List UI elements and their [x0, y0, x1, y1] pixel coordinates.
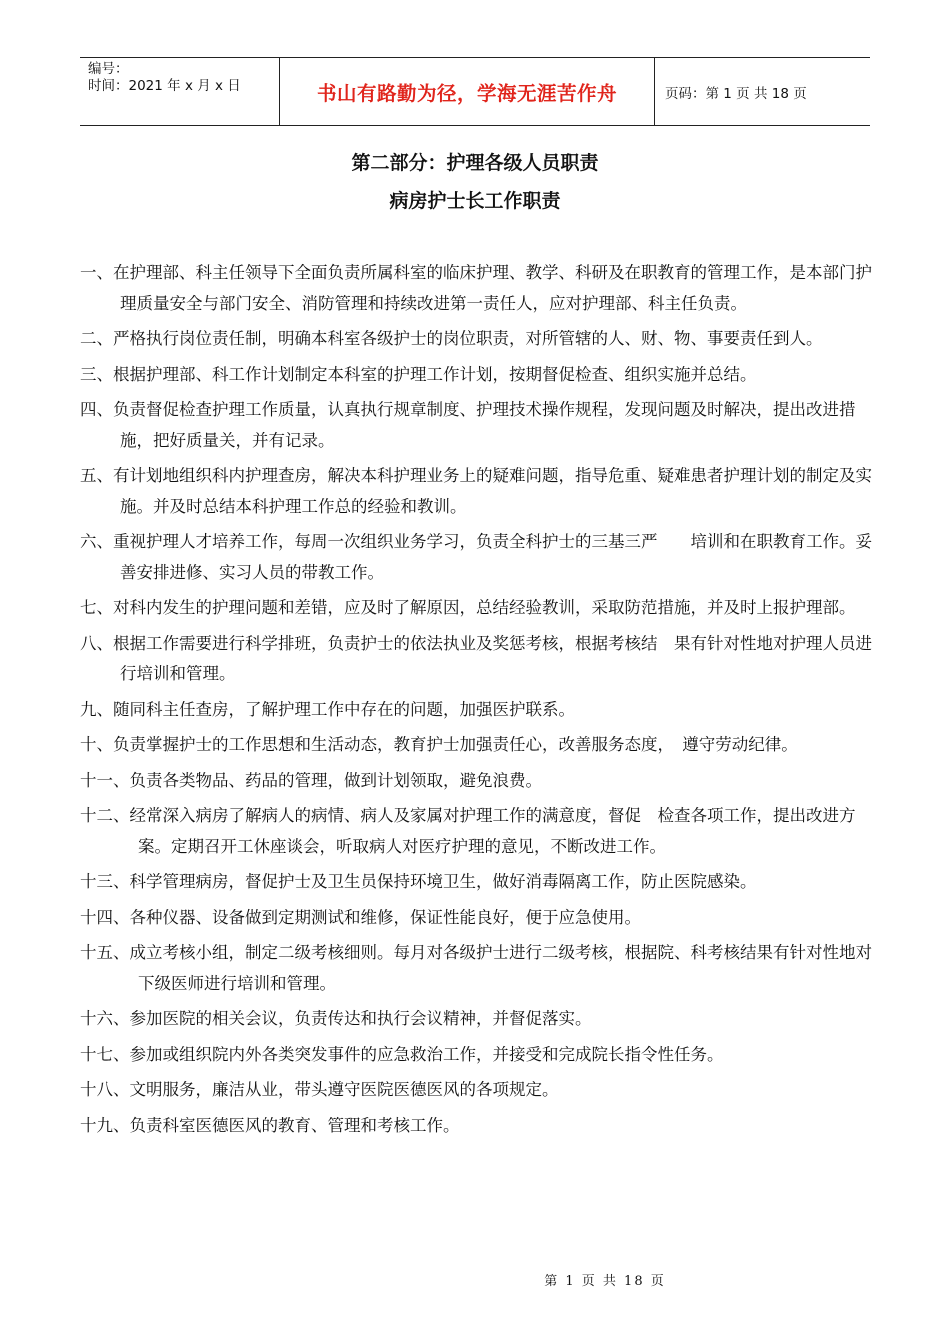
duty-item: 一、在护理部、科主任领导下全面负责所属科室的临床护理、教学、科研及在职教育的管理工作，是本部门护理质量安全与部门安全、消防管理和持续改进第一责任人，应对护理部、科主任负责。	[80, 263, 872, 313]
section-title: 第二部分：护理各级人员职责	[351, 152, 599, 174]
document-title: 病房护士长工作职责	[389, 190, 561, 212]
document-number: 编号：	[88, 61, 129, 77]
duty-item: 六、重视护理人才培养工作，每周一次组织业务学习，负责全科护士的三基三严 培训和在职教育工作。妥善安排进修、实习人员的带教工作。	[80, 532, 872, 582]
duty-item: 三、根据护理部、科工作计划制定本科室的护理工作计划，按期督促检查、组织实施并总结。	[80, 364, 757, 384]
header-meta	[80, 58, 280, 125]
duty-item: 十九、负责科室医德医风的教育、管理和考核工作。	[80, 1115, 460, 1135]
duty-item: 十二、经常深入病房了解病人的病情、病人及家属对护理工作的满意度，督促 检查各项工作，提出改进方案。定期召开工休座谈会，听取病人对医疗护理的意见，不断改进工作。	[80, 806, 856, 856]
duty-list	[80, 258, 880, 1146]
duty-item: 七、对科内发生的护理问题和差错，应及时了解原因，总结经验教训，采取防范措施，并及时上报护理部。	[80, 598, 856, 617]
duty-item: 十四、各种仪器、设备做到定期测试和维修，保证性能良好，便于应急使用。	[80, 907, 641, 927]
duty-item: 八、根据工作需要进行科学排班，负责护士的依法执业及奖惩考核，根据考核结 果有针对性地对护理人员进行培训和管理。	[80, 633, 872, 683]
header-motto: 书山有路勤为径，学海无涯苦作舟	[316, 81, 617, 105]
document-time: 时间：2021 年 x 月 x 日	[88, 78, 241, 94]
duty-item: 十六、参加医院的相关会议，负责传达和执行会议精神，并督促落实。	[80, 1009, 592, 1028]
duty-item: 十七、参加或组织院内外各类突发事件的应急救治工作，并接受和完成院长指令性任务。	[80, 1044, 724, 1064]
duty-item: 九、随同科主任查房，了解护理工作中存在的问题，加强医护联系。	[80, 699, 575, 719]
duty-item: 十五、成立考核小组，制定二级考核细则。每月对各级护士进行二级考核，根据院、科考核结果有针对性地对下级医师进行培训和管理。	[80, 943, 872, 993]
duty-item: 五、有计划地组织科内护理查房，解决本科护理业务上的疑难问题，指导危重、疑难患者护理计划的制定及实施。并及时总结本科护理工作总的经验和教训。	[80, 466, 872, 516]
duty-item: 十三、科学管理病房，督促护士及卫生员保持环境卫生，做好消毒隔离工作，防止医院感染。	[80, 872, 757, 891]
duty-item: 二、严格执行岗位责任制，明确本科室各级护士的岗位职责，对所管辖的人、财、物、事要责任到人。	[80, 329, 823, 348]
page-footer: 第 1 页 共 18 页	[544, 1274, 666, 1289]
duty-item: 十、负责掌握护士的工作思想和生活动态，教育护士加强责任心，改善服务态度， 遵守劳动纪律。	[80, 735, 798, 754]
duty-item: 四、负责督促检查护理工作质量，认真执行规章制度、护理技术操作规程，发现问题及时解决，提出改进措施，把好质量关，并有记录。	[80, 400, 856, 450]
header-page-info: 页码：第 1 页 共 18 页	[665, 85, 807, 102]
header-motto-cell	[280, 58, 655, 125]
page-header	[80, 57, 870, 126]
duty-item: 十一、负责各类物品、药品的管理，做到计划领取，避免浪费。	[80, 770, 542, 790]
duty-item: 十八、文明服务，廉洁从业，带头遵守医院医德医风的各项规定。	[80, 1080, 559, 1099]
